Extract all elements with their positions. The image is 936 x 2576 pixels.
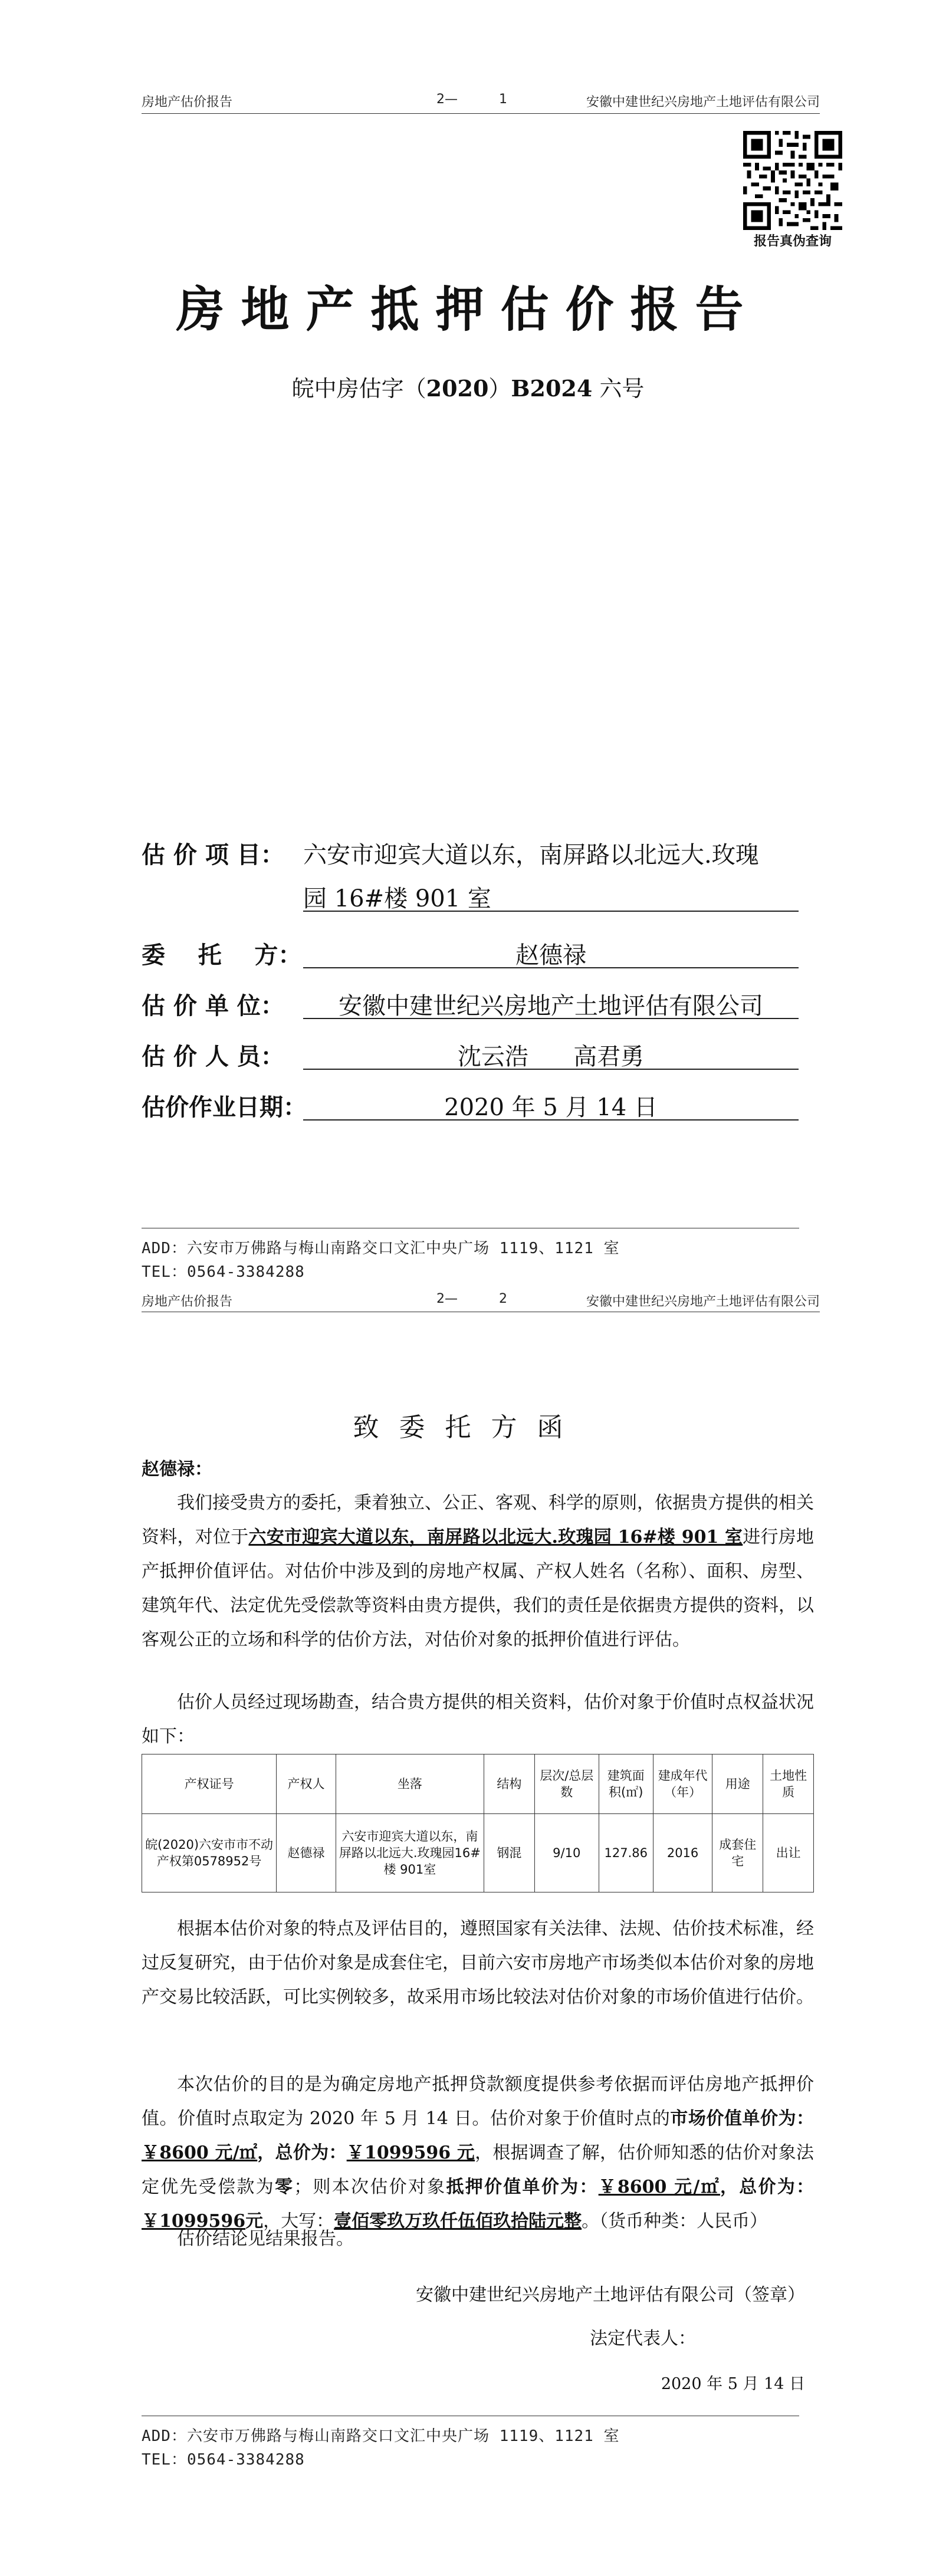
header-report-type: 房地产估价报告 bbox=[142, 1294, 233, 1309]
project-label: 估 价 项 目： bbox=[142, 842, 284, 869]
letter-paragraph-3: 根据本估价对象的特点及评估目的，遵照国家有关法律、法规、估价技术标准，经过反复研究，由于估价对象是成套住宅，目前六安市房地产市场类似本估价对象的房地产交易比较活跃，可比实例较多，故采用市场比较法对估价对象的市场价值进行估价。 bbox=[142, 1918, 814, 2007]
date-value: 2020 年 5 月 14 日 bbox=[303, 1089, 799, 1121]
header-page-index: 1 bbox=[499, 92, 507, 107]
persons-value: 沈云浩 高君勇 bbox=[303, 1038, 799, 1070]
unit-value: 安徽中建世纪兴房地产土地评估有限公司 bbox=[303, 987, 799, 1019]
p1-rest: 进行房地产抵押价值评估。对估价中涉及到的房地产权属、产权人姓名（名称）、面积、房型、建筑年代、法定优先受偿款等资料由贵方提供，我们的责任是依据贵方提供的资料，以客观公正的立场和科学的估价方法，对估价对象的抵押价值进行评估。 bbox=[142, 1527, 814, 1650]
p4-capital-label: ，大写： bbox=[263, 2211, 334, 2232]
project-value-line1: 六安市迎宾大道以东，南屏路以北远大.玫瑰 bbox=[303, 842, 759, 869]
table-header-cell: 层次/总层数 bbox=[534, 1754, 599, 1814]
report-number-suffix: 六号 bbox=[592, 376, 645, 402]
p4-mortgage-total-value: ￥1099596 bbox=[142, 2211, 246, 2232]
date-label: 估价作业日期： bbox=[142, 1094, 307, 1121]
table-cell: 成套住宅 bbox=[712, 1814, 763, 1892]
client-value: 赵德禄 bbox=[303, 937, 799, 968]
table-header-cell: 结构 bbox=[484, 1754, 534, 1814]
signature-date: 2020 年 5 月 14 日 bbox=[661, 2375, 805, 2393]
table-cell: 出让 bbox=[763, 1814, 814, 1892]
p4-market-unit-label: 市场价值单价为： bbox=[670, 2108, 815, 2129]
report-number bbox=[0, 370, 936, 403]
qr-code-icon[interactable] bbox=[743, 131, 842, 230]
table-header-cell: 土地性质 bbox=[763, 1754, 814, 1814]
signature-representative: 法定代表人： bbox=[590, 2328, 696, 2349]
header-report-type: 房地产估价报告 bbox=[142, 95, 233, 110]
letter-title: 致委托方函 bbox=[353, 1412, 583, 1443]
header-page-index: 2 bbox=[499, 1292, 507, 1306]
header-company: 安徽中建世纪兴房地产土地评估有限公司 bbox=[586, 1294, 820, 1309]
project-value-line2: 园 16#楼 901 室 bbox=[303, 880, 799, 912]
header-page-number bbox=[436, 1292, 507, 1306]
table-header-cell: 坐落 bbox=[336, 1754, 484, 1814]
footer-tel: TEL：0564-3384288 bbox=[142, 2451, 305, 2469]
p4-market-total-label: ，总价为： bbox=[257, 2143, 347, 2163]
table-header-cell: 用途 bbox=[712, 1754, 763, 1814]
table-header-cell: 建成年代（年） bbox=[653, 1754, 712, 1814]
header-dash: 2— bbox=[436, 1292, 458, 1306]
table-row bbox=[142, 1814, 814, 1892]
p4-market-total-value: ￥1099596 元 bbox=[346, 2143, 475, 2163]
page-header bbox=[142, 1288, 820, 1312]
persons-label: 估 价 人 员： bbox=[142, 1043, 284, 1070]
report-number-mid: ） bbox=[488, 376, 511, 402]
table-cell: 钢混 bbox=[484, 1814, 534, 1892]
table-header-cell: 产权证号 bbox=[142, 1754, 277, 1814]
header-company: 安徽中建世纪兴房地产土地评估有限公司 bbox=[586, 95, 820, 110]
p1-intro: 我们接受贵方的委托，秉着独立、公正、客观、科学的原则，依据贵方提供的相关资料，对位于 bbox=[142, 1493, 814, 1547]
footer-address: ADD：六安市万佛路与梅山南路交口文汇中央广场 1119、1121 室 bbox=[142, 1240, 620, 1257]
p4-currency: 。（货币种类：人民币） bbox=[582, 2211, 768, 2232]
client-label: 委 托 方： bbox=[142, 942, 302, 969]
footer-address: ADD：六安市万佛路与梅山南路交口文汇中央广场 1119、1121 室 bbox=[142, 2427, 620, 2445]
p4-mortgage-unit-label: 抵押价值单价为： bbox=[446, 2177, 599, 2197]
table-cell: 六安市迎宾大道以东，南屏路以北远大.玫瑰园16#楼 901室 bbox=[336, 1814, 484, 1892]
table-header-row bbox=[142, 1754, 814, 1814]
letter-salutation: 赵德禄： bbox=[142, 1459, 212, 1480]
p4-mortgage-unit-value: ￥8600 元/㎡ bbox=[598, 2177, 720, 2197]
report-number-code: B2024 bbox=[511, 375, 593, 402]
commission-letter-page bbox=[0, 1288, 936, 2576]
header-page-number bbox=[436, 92, 507, 107]
report-number-year: 2020 bbox=[426, 375, 489, 402]
page-header bbox=[142, 88, 820, 112]
header-dash: 2— bbox=[436, 92, 458, 107]
p4-mortgage-total-label: ，总价为： bbox=[720, 2177, 815, 2197]
table-cell: 赵德禄 bbox=[277, 1814, 336, 1892]
signature-company: 安徽中建世纪兴房地产土地评估有限公司（签章） bbox=[416, 2285, 805, 2305]
p4-intro: 本次估价的目的是为确定房地产抵押贷款额度提供参考依据而评估房地产抵押价值。价值时点取定为 2020 年 5 月 14 日。估价对象于价值时点的 bbox=[142, 2074, 814, 2129]
report-number-prefix: 皖中房估字（ bbox=[291, 376, 426, 402]
property-table bbox=[142, 1754, 814, 1892]
table-cell: 皖(2020)六安市市不动产权第0578952号 bbox=[142, 1814, 277, 1892]
letter-paragraph-1 bbox=[142, 1486, 814, 1657]
p4-priority-text: ，根据调查了解，估价师知悉的估价对象法定优先受偿款为 bbox=[142, 2143, 815, 2197]
header-rule bbox=[142, 113, 820, 114]
p4-mortgage-total-unit: 元 bbox=[245, 2211, 264, 2232]
p4-market-unit-value: ￥8600 元/㎡ bbox=[142, 2143, 258, 2163]
table-cell: 2016 bbox=[653, 1814, 712, 1892]
footer-tel: TEL：0564-3384288 bbox=[142, 1263, 305, 1281]
p4-mortgage-intro: ；则本次估价对象 bbox=[294, 2177, 446, 2197]
letter-paragraph-2: 估价人员经过现场勘查，结合贵方提供的相关资料，估价对象于价值时点权益状况如下： bbox=[142, 1692, 814, 1747]
table-cell: 9/10 bbox=[534, 1814, 599, 1892]
table-header-cell: 产权人 bbox=[277, 1754, 336, 1814]
letter-paragraph-5: 估价结论见结果报告。 bbox=[177, 2229, 354, 2249]
table-header-cell: 建筑面积(㎡) bbox=[599, 1754, 653, 1814]
p4-priority-value: 零 bbox=[274, 2177, 294, 2197]
report-title: 房地产抵押估价报告 bbox=[176, 281, 760, 338]
unit-label: 估 价 单 位： bbox=[142, 993, 284, 1020]
letter-paragraph-4 bbox=[142, 2068, 814, 2239]
qr-caption: 报告真伪查询 bbox=[753, 234, 832, 249]
p1-property-address: 六安市迎宾大道以东，南屏路以北远大.玫瑰园 16#楼 901 室 bbox=[248, 1527, 743, 1547]
table-cell: 127.86 bbox=[599, 1814, 653, 1892]
p4-capital-amount: 壹佰零玖万玖仟伍佰玖拾陆元整 bbox=[334, 2211, 582, 2232]
